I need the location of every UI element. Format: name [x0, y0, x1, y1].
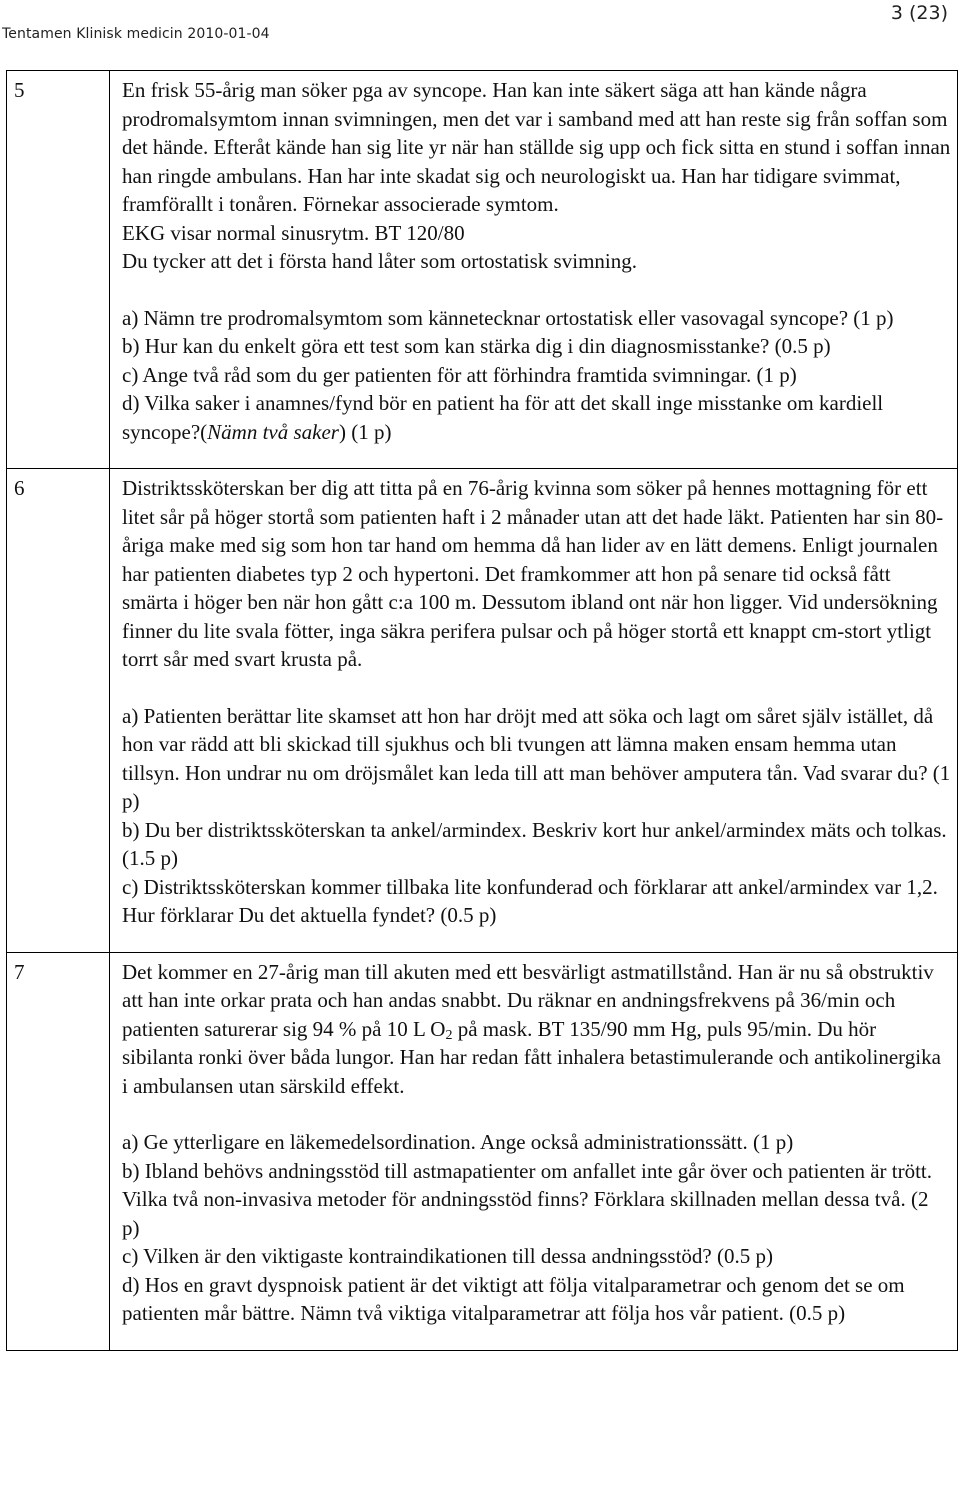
subscript: 2: [445, 1027, 453, 1043]
subquestion-c: c) Vilken är den viktigaste kontraindikationen till dessa andningsstöd? (0.5 p): [122, 1244, 773, 1268]
question-number: 6: [7, 469, 110, 953]
subquestion-a: a) Ge ytterligare en läkemedelsordination. Ange också administrationssätt. (1 p): [122, 1130, 794, 1154]
case-description: En frisk 55-årig man söker pga av syncope. Han kan inte säkert säga att han kände några prodromalsymtom innan svimningen, men det var i samband med att han reste sig från soffan som det hände. Efteråt kände han sig lite yr när han ställde sig upp och fick sitta en stund i soffan innan han ringde ambulans. Han har inte skadat sig och neurologiskt ua. Han har tidigare svimmat, framförallt i tonåren. Förnekar associerade symtom.: [122, 78, 951, 216]
exam-questions-table: [6, 70, 958, 1351]
clinical-impression: Du tycker att det i första hand låter som ortostatisk svimning.: [122, 249, 637, 273]
question-number: 7: [7, 952, 110, 1350]
question-content: [110, 469, 958, 953]
page-header: [0, 0, 960, 60]
subquestion-d: d) Hos en gravt dyspnoisk patient är det viktigt att följa vitalparametrar och genom det se om patienten mår bättre. Nämn två viktiga vitalparametrar att följa hos vår patient. (0.5 p): [122, 1272, 905, 1325]
subquestion-b: b) Ibland behövs andningsstöd till astmapatienter om anfallet inte går över och patienten är trött. Vilka två non-invasiva metoder för andningsstöd finns? Förklara skillnaden mellan dessa två. (2 p): [122, 1158, 933, 1240]
subquestion-b: b) Hur kan du enkelt göra ett test som kan stärka dig i din diagnosmisstanke? (0.5 p): [122, 334, 831, 358]
subquestion-a: a) Nämn tre prodromalsymtom som kännetecknar ortostatisk eller vasovagal syncope? (1 p): [122, 305, 894, 330]
subquestion-d: d) Vilka saker i anamnes/fynd bör en patient ha för att det skall inge misstanke om kardiell syncope?(Nämn två saker) (1 p): [122, 391, 884, 444]
page-number: 3 (23): [890, 2, 948, 24]
question-content: [110, 952, 958, 1350]
subquestion-c: c) Ange två råd som du ger patienten för att förhindra framtida svimningar. (1 p): [122, 362, 797, 387]
document-title: Tentamen Klinisk medicin 2010-01-04: [2, 26, 270, 42]
subquestion-a: a) Patienten berättar lite skamset att hon har dröjt med att söka och lagt om såret själv istället, då hon var rädd att bli skickad till sjukhus och bli tvungen att lämna maken ensam hemma utan tillsyn. Hon undrar nu om dröjsmålet kan leda till att man behöver amputera tån. Vad svarar du? (1 p): [122, 703, 951, 813]
question-content: [110, 71, 958, 469]
emphasis-text: Nämn två saker: [207, 419, 339, 444]
case-description: Det kommer en 27-årig man till akuten med ett besvärligt astmatillstånd. Han är nu så obstruktiv att han inte orkar prata och han andas snabbt. Du räknar en andningsfrekvens på 36/min och patienten saturerar sig 94 % på 10 L $O_2$ på mask. BT 135/90 mm Hg, puls 95/min. Du hör sibilanta ronki över båda lungor. Han har redan fått inhalera betastimulerande och antikolinergika i ambulansen utan särskild effekt.: [122, 959, 941, 1098]
subquestion-b: b) Du ber distriktssköterskan ta ankel/armindex. Beskriv kort hur ankel/armindex mäts och tolkas. (1.5 p): [122, 817, 947, 870]
question-row-6: [7, 469, 958, 953]
ekg-finding: EKG visar normal sinusrytm. BT 120/80: [122, 220, 465, 245]
case-description: Distriktssköterskan ber dig att titta på en 76-årig kvinna som söker på hennes mottagning för ett litet sår på höger stortå som patienten haft i 2 månader utan att det hade läkt. Patienten har sin 80-åriga make med sig som hon tar hand om hemma då han lider av en lätt demens. Enligt journalen har patienten diabetes typ 2 och hypertoni. Det framkommer att hon på senare tid också fått smärta i höger ben när hon gått c:a 100 m. Dessutom ibland ont när hon ligger. Vid undersökning finner du lite svala fötter, inga säkra perifera pulsar och på höger stortå ett knappt cm-stort ytligt torrt sår med svart krusta på.: [122, 476, 944, 671]
subquestion-c: c) Distriktssköterskan kommer tillbaka lite konfunderad och förklarar att ankel/armindex var 1,2. Hur förklarar Du det aktuella fyndet? (0.5 p): [122, 874, 938, 927]
question-number: 5: [7, 71, 110, 469]
question-row-7: [7, 952, 958, 1350]
question-row-5: [7, 71, 958, 469]
